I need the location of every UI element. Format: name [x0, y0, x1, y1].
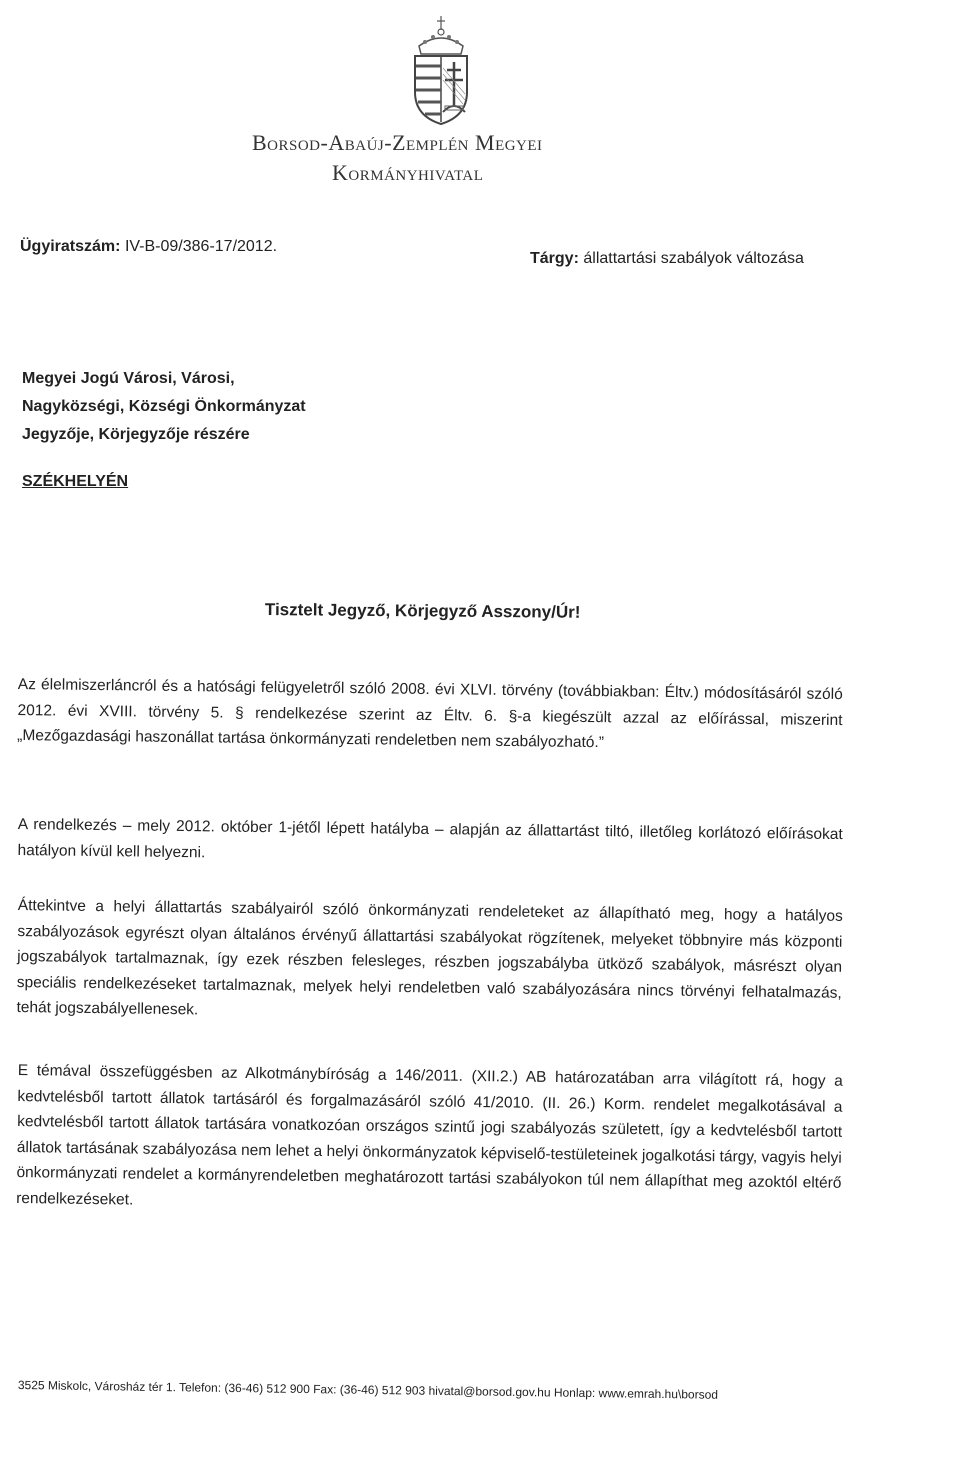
body-paragraph: Áttekintve a helyi állattartás szabályairól szóló önkormányzati rendeleteket az állapítható meg, hogy a hatályos szabályozások egyrészt olyan általános érvényű állattartási szabályokat rögzítenek, melyeket többnyire más központi jogszabályok tartalmaznak, így ezek részben felesleges, részben jogszabályba ütköző szabályok, másrészt olyan speciális rendelkezéseket tartalmaznak, melyek helyi rendeletben való szabályozására nincs törvényi felhatalmazás, tehát jogszabályellenesek.	[16, 896, 843, 1019]
body-paragraph: A rendelkezés – mely 2012. október 1-jétől lépett hatályba – alapján az állattartást tiltó, illetőleg korlátozó előírásokat hatályon kívül kell helyezni.	[17, 815, 843, 861]
reference-number	[20, 238, 277, 256]
addressee-line: Nagyközségi, Községi Önkormányzat	[22, 398, 306, 415]
footer-contact: 3525 Miskolc, Városház tér 1. Telefon: (36-46) 512 900 Fax: (36-46) 512 903 hivatal@borsod.gov.hu Honlap: www.emrah.hu\borsod	[17, 1378, 719, 1402]
reference-value: IV-B-09/386-17/2012.	[124, 238, 278, 255]
body-paragraph: Az élelmiszerláncról és a hatósági felügyeletről szóló 2008. évi XLVI. törvény (továbbiakban: Éltv.) módosításáról szóló 2012. évi XVIII. törvény 5. § rendelkezése szerint az Éltv. 6. §-a kiegészült azzal az előírással, miszerint „Mezőgazdasági haszonállat tartása önkormányzati rendeletben nem szabályozható.”	[17, 675, 843, 752]
subject-label: Tárgy:	[530, 250, 579, 267]
salutation: Tisztelt Jegyző, Körjegyző Asszony/Úr!	[264, 600, 581, 622]
subject-line	[530, 250, 804, 268]
office-name-line1: Borsod-Abaúj-Zemplén Megyei	[252, 130, 543, 155]
issuing-office	[252, 128, 672, 188]
addressee-line: Jegyzője, Körjegyzője részére	[22, 426, 250, 443]
addressee-seat: SZÉKHELYÉN	[22, 473, 129, 490]
hungarian-coat-of-arms-icon	[405, 8, 477, 128]
office-name-line2: Kormányhivatal	[332, 160, 484, 185]
reference-label: Ügyiratszám:	[20, 238, 121, 255]
subject-value: állattartási szabályok változása	[583, 250, 804, 267]
body-paragraph: E témával összefüggésben az Alkotmánybíróság a 146/2011. (XII.2.) AB határozatában arra világított rá, hogy a kedvtelésből tartott állatok tartásáról és forgalmazásáról szóló 41/2010. (II. 26.) Korm. rendelet megalkotásával a kedvtelésből tartott állatok tartására vonatkozóan országos szintű jogi szabályozás született, így a kedvtelésből tartott állatok tartásának szabályozása nem lehet a helyi önkormányzatok képviselő-testületeinek jogalkotási tárgy, vagyis helyi önkormányzati rendelet a kormányrendeletben meghatározott tartási szabályokon túl nem állapíthat meg azoktól eltérő rendelkezéseket.	[16, 1061, 843, 1209]
addressee-block	[22, 365, 306, 449]
addressee-line: Megyei Jogú Városi, Városi,	[22, 370, 235, 387]
